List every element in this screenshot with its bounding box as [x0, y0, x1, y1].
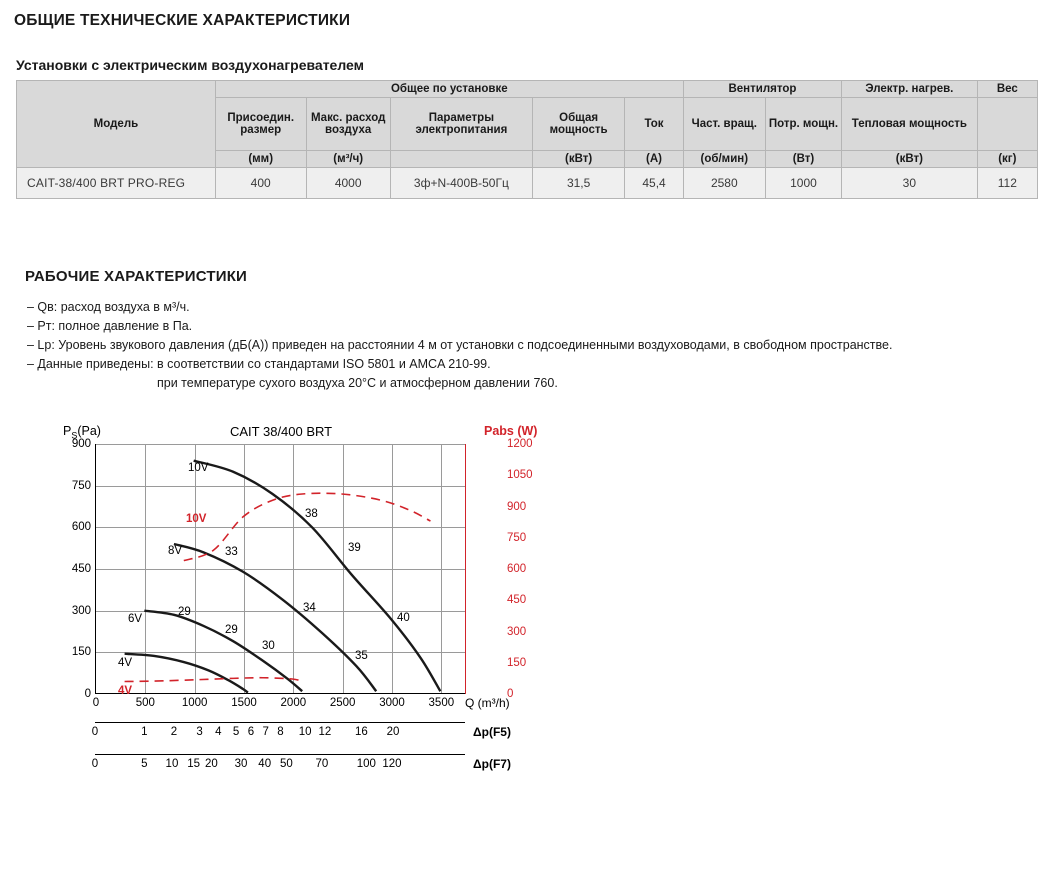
- curve-label: 10V: [188, 462, 209, 474]
- y-tick-right: 600: [507, 563, 527, 575]
- curve-label: 34: [303, 602, 316, 614]
- power-curve-label: 4V: [118, 685, 133, 697]
- x-tick: 500: [135, 697, 155, 709]
- y-tick-right: 1050: [507, 469, 533, 482]
- y-tick-left: 300: [71, 604, 91, 617]
- col-total-power: Общая мощность: [532, 98, 624, 151]
- sub-axis-tick: 5: [232, 726, 240, 738]
- chart-series-line: [194, 461, 441, 692]
- sub-axis-tick: 30: [234, 758, 248, 770]
- unit-connection-size: (мм): [215, 151, 306, 168]
- cell-weight: 112: [977, 168, 1037, 199]
- curve-label: 30: [262, 640, 275, 652]
- sub-axis-tick: 40: [258, 758, 272, 770]
- cell-total-power: 31,5: [532, 168, 624, 199]
- x-tick: 0: [92, 697, 100, 709]
- table-body: [17, 168, 1038, 199]
- sub-axis-tick: 4: [215, 726, 222, 738]
- sub-axis-tick: 10: [165, 758, 179, 770]
- specifications-table: [16, 80, 1038, 199]
- curve-label: 40: [397, 612, 410, 624]
- chart-series-line: [125, 678, 303, 682]
- sub-axis-tick: 10: [298, 726, 312, 738]
- page-title: ОБЩИЕ ТЕХНИЧЕСКИЕ ХАРАКТЕРИСТИКИ: [14, 12, 351, 29]
- cell-model: CAIT-38/400 BRT PRO-REG: [17, 168, 216, 199]
- y-tick-right: 750: [507, 531, 527, 544]
- x-tick: 1000: [181, 697, 208, 709]
- sub-axis-tick: 3: [196, 726, 203, 738]
- unit-current: (А): [625, 151, 683, 168]
- y-axis-right-label: Pabs (W): [484, 424, 538, 438]
- sub-axis-tick: 20: [386, 726, 400, 738]
- cell-absorbed-power: 1000: [765, 168, 841, 199]
- col-max-airflow: Макс. расход воздуха: [306, 98, 390, 151]
- table-header: [17, 81, 1038, 168]
- unit-rotation-speed: (об/мин): [683, 151, 765, 168]
- note-line-1: – Qв: расход воздуха в м³/ч.: [27, 300, 190, 314]
- sub-axis-f7: [91, 754, 511, 771]
- y-tick-right: 300: [507, 625, 527, 638]
- chart-series-line: [125, 654, 248, 693]
- cell-current: 45,4: [625, 168, 683, 199]
- header-model: Модель: [17, 81, 216, 168]
- chart-curves: [95, 444, 467, 696]
- sub-axis-tick: 16: [354, 726, 368, 738]
- x-axis-label: Q (m³/h): [465, 696, 510, 710]
- sub-axis-tick: 15: [187, 758, 201, 770]
- sub-axis-tick: 5: [141, 758, 148, 770]
- note-line-3: – Lp: Уровень звукового давления (дБ(А)) приведен на расстоянии 4 м от установки с подсоединенными воздуховодами, в свободном пространстве.: [27, 338, 893, 352]
- sub-axis-tick: 2: [170, 726, 178, 738]
- y-tick-left: 450: [71, 563, 91, 575]
- unit-power-supply: [390, 151, 532, 168]
- sub-axis-tick: 20: [205, 758, 218, 770]
- x-tick: 3500: [428, 697, 455, 709]
- curve-label: 29: [178, 606, 191, 618]
- col-rotation-speed: Част. вращ.: [683, 98, 765, 151]
- performance-notes: [27, 298, 892, 393]
- col-thermal-power: Тепловая мощность: [842, 98, 978, 151]
- col-power-supply: Параметры электропитания: [390, 98, 532, 151]
- curve-label: 38: [305, 508, 318, 520]
- cell-rotation-speed: 2580: [683, 168, 765, 199]
- curve-label: 6V: [128, 613, 143, 625]
- cell-thermal-power: 30: [842, 168, 978, 199]
- header-weight: Вес: [977, 81, 1037, 98]
- y-tick-right: 150: [507, 656, 527, 669]
- curve-label: 35: [355, 650, 368, 662]
- section-subtitle: Установки с электрическим воздухонагревателем: [16, 57, 365, 73]
- sub-axis-tick: 1: [141, 726, 148, 738]
- unit-weight: (кг): [977, 151, 1037, 168]
- sub-axis-tick: 120: [382, 758, 402, 770]
- table-row: [17, 168, 1038, 199]
- col-absorbed-power: Потр. мощн.: [765, 98, 841, 151]
- y-tick-left: 600: [71, 521, 91, 534]
- unit-thermal-power: (кВт): [842, 151, 978, 168]
- performance-chart: [60, 424, 620, 814]
- cell-max-airflow: 4000: [306, 168, 390, 199]
- x-tick: 1500: [231, 697, 257, 709]
- unit-total-power: (кВт): [532, 151, 624, 168]
- chart-title: CAIT 38/400 BRT: [230, 424, 333, 439]
- sub-axis-tick: 70: [315, 758, 329, 770]
- curve-label: 39: [348, 542, 361, 554]
- y-tick-right: 1200: [507, 438, 533, 450]
- note-line-2: – Pт: полное давление в Па.: [27, 319, 193, 333]
- note-line-5: при температуре сухого воздуха 20°C и атмосферном давлении 760.: [157, 376, 558, 390]
- sub-axis-label: Δp(F7): [473, 757, 511, 771]
- header-general: Общее по установке: [215, 81, 683, 98]
- header-heater: Электр. нагрев.: [842, 81, 978, 98]
- sub-axis-tick: 8: [277, 726, 284, 738]
- curve-label: 29: [225, 624, 238, 636]
- col-current: Ток: [625, 98, 683, 151]
- col-connection-size: Присоедин. размер: [215, 98, 306, 151]
- sub-axis-tick: 6: [247, 726, 255, 738]
- y-axis-left-label: $P_S(Pa)$: [63, 424, 101, 441]
- x-tick: 2500: [329, 697, 356, 709]
- y-tick-left: 0: [84, 688, 91, 700]
- y-tick-left: 750: [71, 479, 91, 492]
- sub-axis-tick: 12: [318, 726, 332, 738]
- y-tick-right: 0: [507, 688, 514, 700]
- sub-axis-tick: 0: [91, 758, 99, 770]
- chart-series-line: [184, 493, 431, 560]
- sub-axis-f5: [91, 722, 511, 739]
- cell-power-supply: 3ф+N-400В-50Гц: [390, 168, 532, 199]
- note-line-4: – Данные приведены: в соответствии со стандартами ISO 5801 и AMCA 210-99.: [27, 357, 491, 371]
- sub-axis-tick: 7: [262, 726, 269, 738]
- y-tick-right: 900: [507, 500, 527, 513]
- unit-absorbed-power: (Вт): [765, 151, 841, 168]
- x-tick: 2000: [280, 697, 307, 709]
- curve-label: 33: [225, 546, 238, 558]
- curve-label: 8V: [168, 545, 183, 557]
- header-fan: Вентилятор: [683, 81, 841, 98]
- cell-connection-size: 400: [215, 168, 306, 199]
- sub-axis-tick: 0: [91, 726, 99, 738]
- performance-title: РАБОЧИЕ ХАРАКТЕРИСТИКИ: [25, 268, 248, 285]
- sub-axis-tick: 100: [356, 758, 376, 770]
- col-weight-value: [977, 98, 1037, 151]
- sub-axis-label: Δp(F5): [473, 725, 511, 739]
- power-curve-label: 10V: [186, 513, 207, 525]
- y-tick-right: 450: [507, 594, 527, 607]
- unit-max-airflow: (м³/ч): [306, 151, 390, 168]
- y-tick-left: 900: [71, 438, 91, 450]
- sub-axis-tick: 50: [280, 758, 293, 770]
- table-header-row-groups: [17, 81, 1038, 98]
- x-tick: 3000: [379, 697, 405, 709]
- y-tick-left: 150: [71, 646, 91, 659]
- curve-label: 4V: [118, 657, 133, 669]
